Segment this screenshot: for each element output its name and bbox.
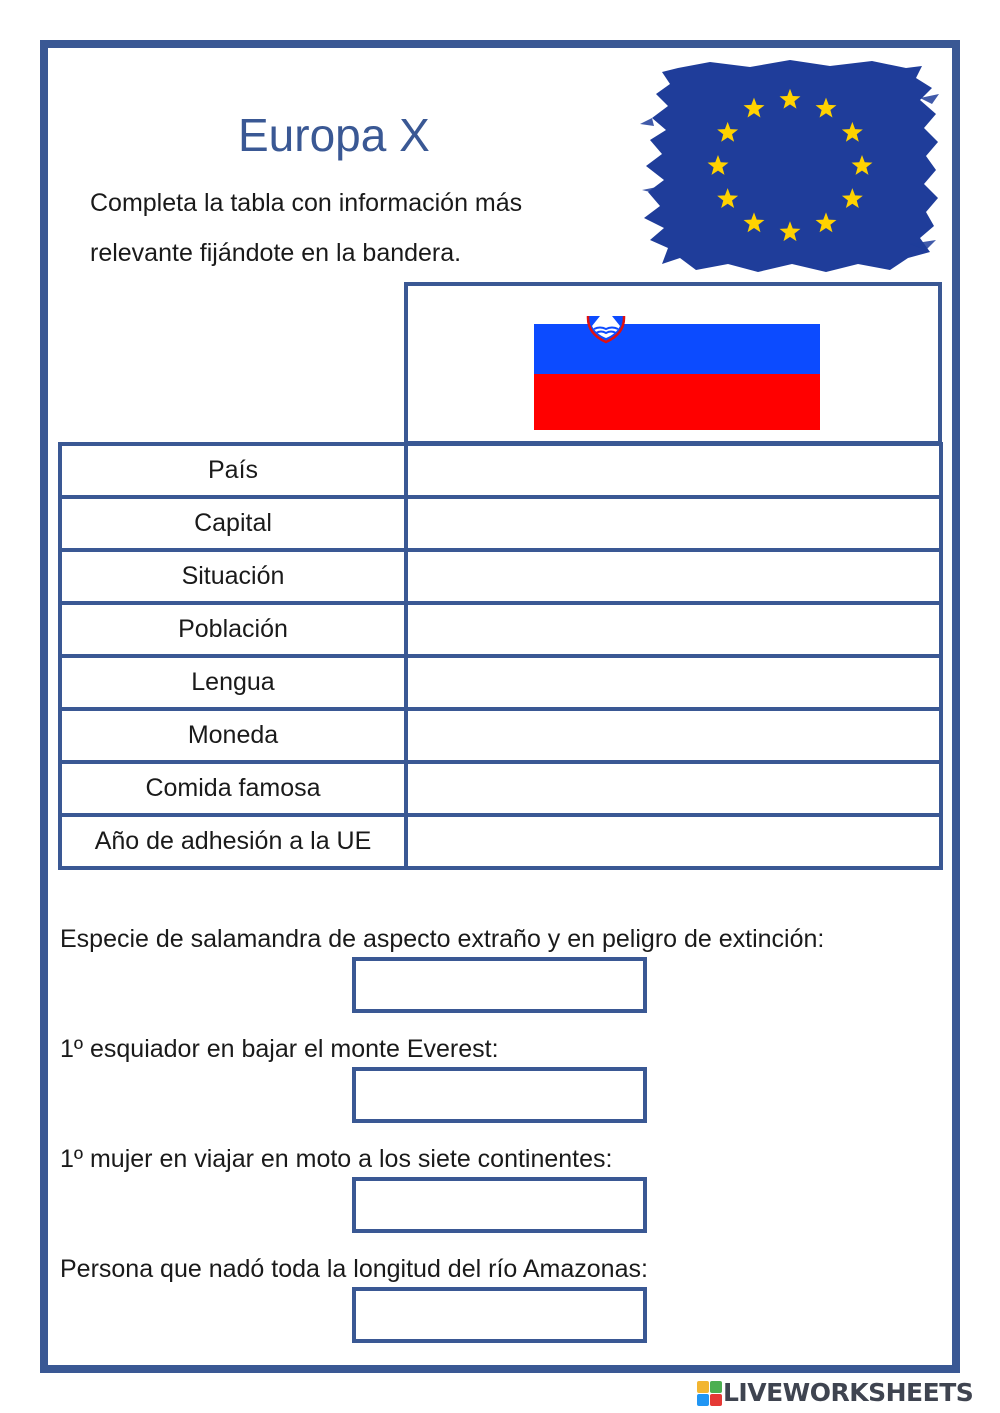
info-table xyxy=(58,442,943,870)
table-row xyxy=(60,709,941,762)
question-text: Persona que nadó toda la longitud del río Amazonas: xyxy=(60,1255,648,1283)
flag-cell xyxy=(404,282,942,445)
table-row xyxy=(60,656,941,709)
row-label: Capital xyxy=(60,497,406,550)
table-row xyxy=(60,762,941,815)
worksheet-instructions: Completa la tabla con información más relevante fijándote en la bandera. xyxy=(90,189,523,267)
country-flag-image xyxy=(534,316,820,440)
answer-cell[interactable] xyxy=(406,497,941,550)
worksheet-title: Europa X xyxy=(238,109,430,161)
answer-box[interactable] xyxy=(352,1177,647,1233)
answer-cell[interactable] xyxy=(406,444,941,497)
answer-box[interactable] xyxy=(352,1287,647,1343)
answer-box[interactable] xyxy=(352,957,647,1013)
answer-cell[interactable] xyxy=(406,815,941,868)
table-row xyxy=(60,444,941,497)
table-row xyxy=(60,550,941,603)
row-label: Población xyxy=(60,603,406,656)
answer-cell[interactable] xyxy=(406,762,941,815)
answer-cell[interactable] xyxy=(406,709,941,762)
row-label: Situación xyxy=(60,550,406,603)
liveworksheets-logo-text: LIVEWORKSHEETS xyxy=(723,1378,974,1407)
table-row xyxy=(60,497,941,550)
answer-cell[interactable] xyxy=(406,603,941,656)
eu-flag-image xyxy=(640,58,940,278)
question-text: 1º esquiador en bajar el monte Everest: xyxy=(60,1035,499,1063)
table-row xyxy=(60,603,941,656)
answer-cell[interactable] xyxy=(406,550,941,603)
row-label: Año de adhesión a la UE xyxy=(60,815,406,868)
row-label: Moneda xyxy=(60,709,406,762)
row-label: Lengua xyxy=(60,656,406,709)
table-row xyxy=(60,815,941,868)
answer-box[interactable] xyxy=(352,1067,647,1123)
liveworksheets-mark-icon xyxy=(697,1381,723,1407)
liveworksheets-logo xyxy=(697,1378,997,1410)
question-text: 1º mujer en viajar en moto a los siete continentes: xyxy=(60,1145,613,1173)
answer-cell[interactable] xyxy=(406,656,941,709)
question-text: Especie de salamandra de aspecto extraño y en peligro de extinción: xyxy=(60,925,825,953)
row-label: Comida famosa xyxy=(60,762,406,815)
row-label: País xyxy=(60,444,406,497)
